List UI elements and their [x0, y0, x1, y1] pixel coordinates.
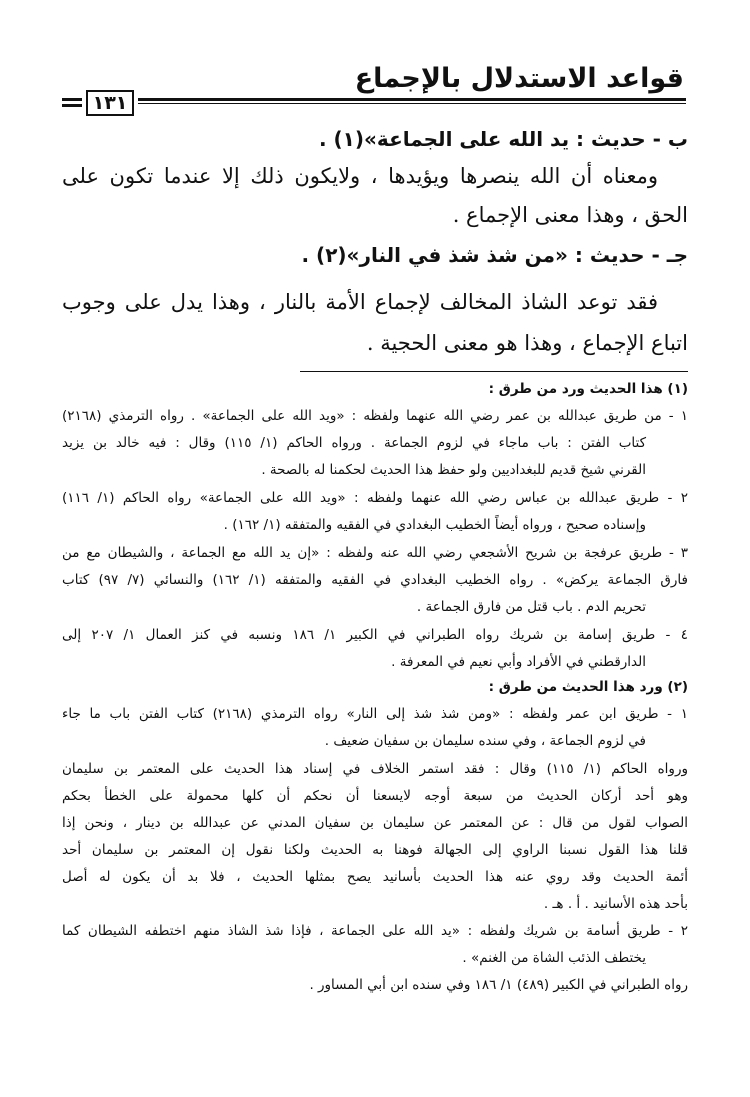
running-header-title: قواعد الاستدلال بالإجماع	[354, 63, 684, 94]
footnote-line: أئمة الحديث وقد روي عنه هذا الحديث بأسانيد يصح بمثلها الحديث ، فلا بد أن يكون له أصل	[62, 869, 688, 885]
footnote-heading: (٢) ورد هذا الحديث من طرق :	[488, 679, 688, 695]
footnote-line: ورواه الحاكم (١/ ١١٥) وقال : فقد استمر الخلاف في إسناد هذا الحديث على المعتمر بن سليمان	[62, 761, 688, 777]
hadith-heading-b: ب - حديث : يد الله على الجماعة»(١) .	[318, 127, 688, 151]
header-rule	[138, 98, 686, 101]
footnote-line: ١ - طريق ابن عمر ولفظه : «ومن شذ شذ إلى النار» رواه الترمذي (٢١٦٨) كتاب الفتن باب ما جاء	[62, 706, 688, 722]
body-paragraph-line: فقد توعد الشاذ المخالف لإجماع الأمة بالنار ، وهذا يدل على وجوب	[62, 290, 658, 314]
hadith-heading-c: جـ - حديث : «من شذ شذ في النار»(٢) .	[301, 243, 688, 267]
body-paragraph-line: الحق ، وهذا معنى الإجماع .	[452, 203, 688, 227]
footnote-line: ٢ - طريق عبدالله بن عباس رضي الله عنهما ولفظه : «ويد الله على الجماعة» رواه الحاكم (١/ ١١٦)	[62, 490, 688, 506]
footnote-line: بأحد هذه الأسانيد . أ . هـ .	[543, 896, 688, 912]
footnote-line: قلنا هذا القول نسبنا الراوي إلى الجهالة فوهنا به الحديث ولكنا نقول إن المعتمر بن سليمان أحد	[62, 842, 688, 858]
footnote-line: كتاب الفتن : باب ماجاء في لزوم الجماعة . ورواه الحاكم (١/ ١١٥) وقال : فيه خالد بن يزيد	[62, 435, 647, 451]
footnote-line: فارق الجماعة يركض» . رواه الخطيب البغدادي في الفقيه والمتفقه (١/ ١٦٢) والنسائي (٧/ ٩٧) كتاب	[62, 572, 688, 588]
footnote-line: ١ - من طريق عبدالله بن عمر رضي الله عنهما ولفظه : «ويد الله على الجماعة» . رواه الترمذي (٢١٦٨)	[62, 408, 688, 424]
body-paragraph-line: اتباع الإجماع ، وهذا هو معنى الحجية .	[366, 331, 688, 355]
footnote-line: وإسناده صحيح ، ورواه أيضاً الخطيب البغدادي في الفقيه والمتفقه (١/ ١٦٢) .	[223, 517, 646, 533]
footnote-line: ٢ - طريق أسامة بن شريك ولفظه : «يد الله على الجماعة ، فإذا شذ الشاذ منهم اختطفه الشيطان كما	[62, 923, 688, 939]
footnote-line: في لزوم الجماعة ، وفي سنده سليمان بن سفيان ضعيف .	[324, 733, 646, 749]
footnote-separator	[300, 371, 688, 372]
header-rule-thin	[138, 103, 686, 104]
footnote-line: ٤ - طريق إسامة بن شريك رواه الطبراني في الكبير ١/ ١٨٦ ونسبه في كنز العمال ١/ ٢٠٧ إلى	[62, 627, 688, 643]
header-ornament-bar	[62, 98, 82, 101]
footnote-line: ٣ - طريق عرفجة بن شريح الأشجعي رضي الله عنه ولفظه : «إن يد الله مع الجماعة ، والشيطان مع من	[62, 545, 688, 561]
header-ornament-bar	[62, 104, 82, 107]
footnote-line: رواه الطبراني في الكبير (٤٨٩) ١/ ١٨٦ وفي سنده ابن أبي المساور .	[309, 977, 688, 993]
footnote-line: وهو أحد أركان الحديث من سبعة أوجه لايسعنا أن نحكم أن كلها محمولة على الخطأ بحكم	[62, 788, 688, 804]
footnote-line: القرني شيخ قديم للبغداديين ولو حفظ هذا الحديث لحكمنا له بالصحة .	[261, 462, 646, 478]
page-number: ١٣١	[86, 90, 134, 116]
footnote-line: تحريم الدم . باب قتل من فارق الجماعة .	[416, 599, 646, 615]
footnote-line: يختطف الذئب الشاة من الغنم» .	[462, 950, 646, 966]
footnote-line: الصواب لقول من قال : عن المعتمر عن سليمان بن سفيان المدني عن عبدالله بن دينار ، ونحن إذا	[62, 815, 688, 831]
footnote-line: الدارقطني في الأفراد وأبي نعيم في المعرفة .	[391, 654, 646, 670]
body-paragraph-line: ومعناه أن الله ينصرها ويؤيدها ، ولايكون ذلك إلا عندما تكون على	[62, 164, 658, 188]
footnote-heading: (١) هذا الحديث ورد من طرق :	[488, 381, 688, 397]
